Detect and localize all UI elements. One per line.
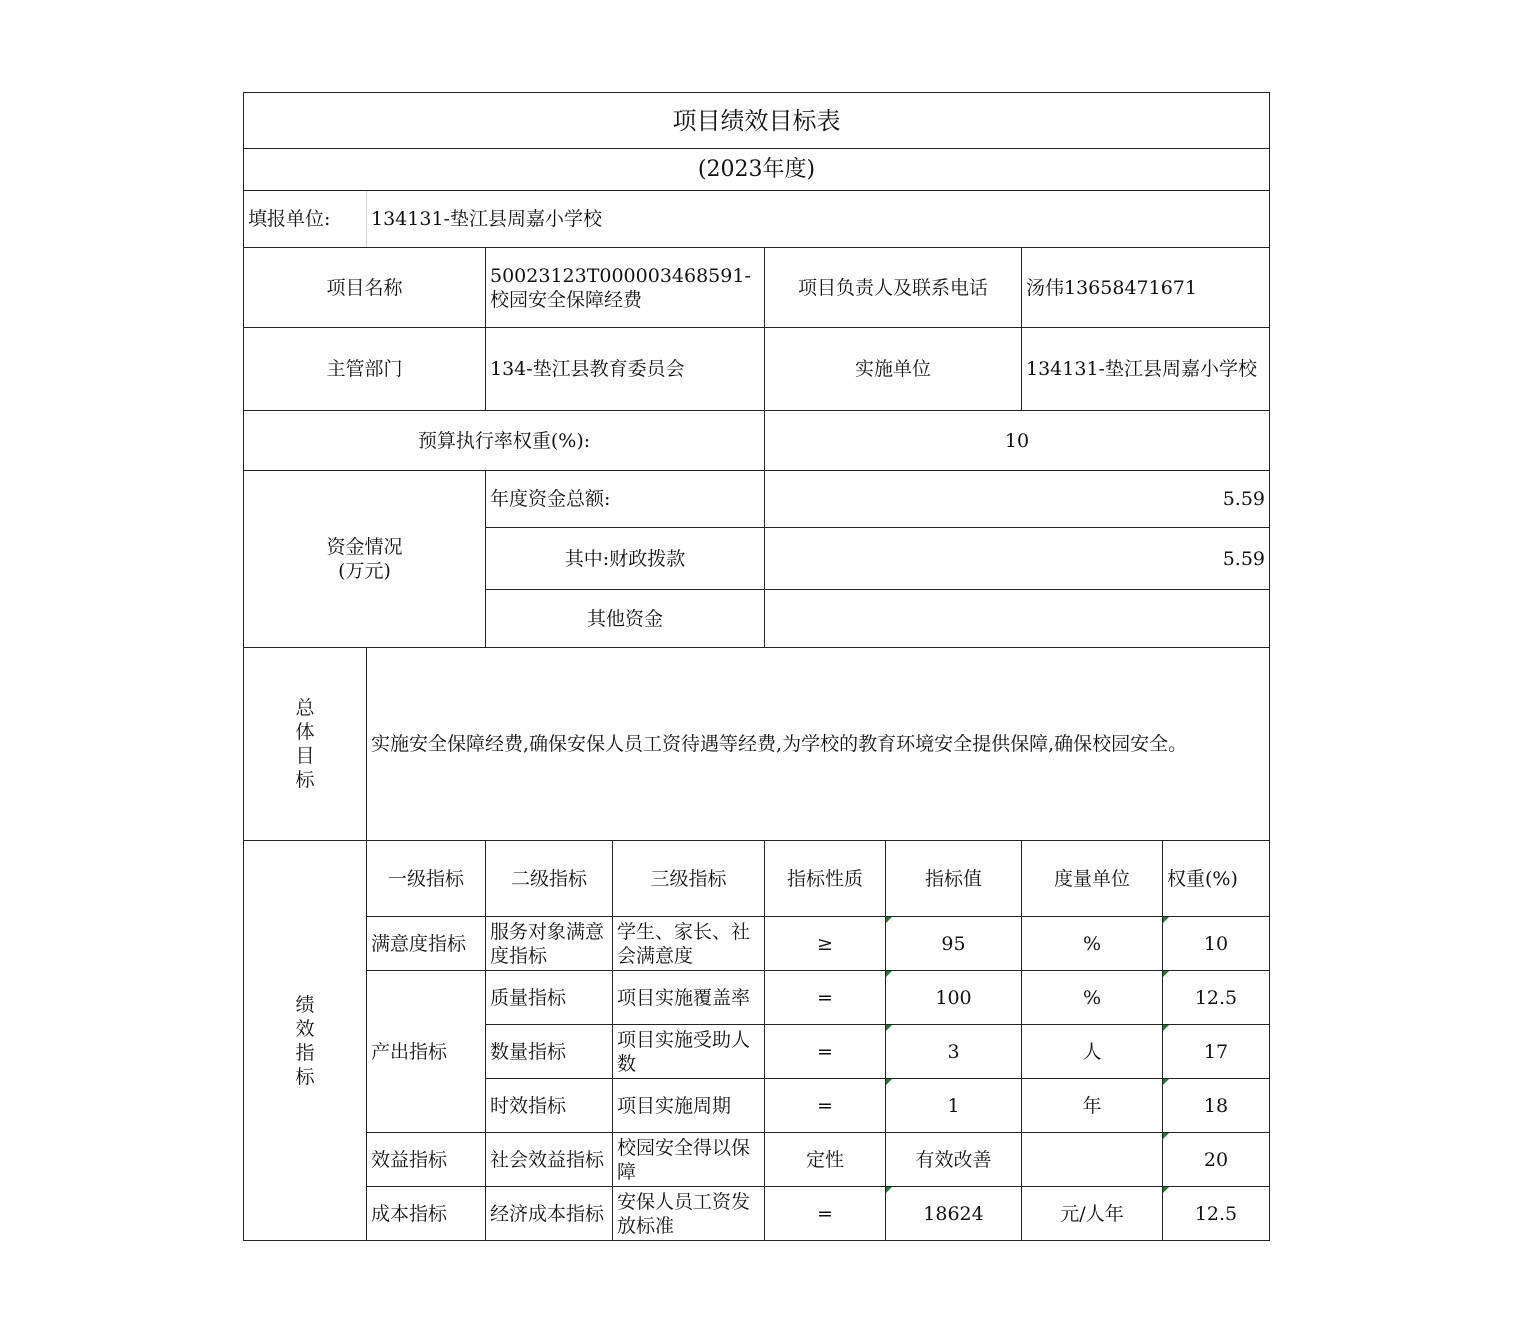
row-level2: 数量指标 bbox=[486, 1025, 613, 1079]
row-nature: = bbox=[765, 1079, 886, 1133]
row-nature: 定性 bbox=[765, 1133, 886, 1187]
funds-total-value: 5.59 bbox=[765, 471, 1270, 528]
row-nature: ≥ bbox=[765, 917, 886, 971]
budget-weight-value: 10 bbox=[765, 411, 1270, 471]
row-level3: 安保人员工资发放标准 bbox=[613, 1187, 765, 1241]
goal-text: 实施安全保障经费,确保安保人员工资待遇等经费,为学校的教育环境安全提供保障,确保校园安全。 bbox=[367, 648, 1270, 841]
row-weight: 12.5 bbox=[1163, 1187, 1270, 1241]
row-weight: 20 bbox=[1163, 1133, 1270, 1187]
performance-form-table bbox=[243, 92, 1270, 1241]
table-row bbox=[244, 1187, 1270, 1241]
row-weight: 10 bbox=[1163, 917, 1270, 971]
goal-label-cell bbox=[244, 648, 367, 841]
row-level1: 满意度指标 bbox=[367, 917, 486, 971]
row-value: 1 bbox=[886, 1079, 1022, 1133]
row-value: 100 bbox=[886, 971, 1022, 1025]
owner-value: 汤伟13658471671 bbox=[1022, 248, 1270, 328]
row-level3: 项目实施覆盖率 bbox=[613, 971, 765, 1025]
table-row bbox=[244, 1133, 1270, 1187]
row-weight: 12.5 bbox=[1163, 971, 1270, 1025]
form-title: 项目绩效目标表 bbox=[244, 93, 1270, 149]
dept-value: 134-垫江县教育委员会 bbox=[486, 328, 765, 411]
funds-unit: (万元) bbox=[338, 560, 391, 582]
unit-label: 填报单位: bbox=[244, 191, 367, 248]
row-level2: 服务对象满意度指标 bbox=[486, 917, 613, 971]
goal-label: 总体目标 bbox=[295, 697, 315, 791]
row-nature: = bbox=[765, 971, 886, 1025]
row-level1: 成本指标 bbox=[367, 1187, 486, 1241]
indicators-label-cell bbox=[244, 841, 367, 1241]
row-level3: 学生、家长、社会满意度 bbox=[613, 917, 765, 971]
funds-fiscal-value: 5.59 bbox=[765, 528, 1270, 590]
unit-value: 134131-垫江县周嘉小学校 bbox=[367, 191, 1270, 248]
row-unit bbox=[1022, 1133, 1163, 1187]
header-weight: 权重(%) bbox=[1163, 841, 1270, 917]
project-name-value: 50023123T000003468591-校园安全保障经费 bbox=[486, 248, 765, 328]
row-weight: 18 bbox=[1163, 1079, 1270, 1133]
row-nature: = bbox=[765, 1025, 886, 1079]
row-level3: 校园安全得以保障 bbox=[613, 1133, 765, 1187]
row-unit: 年 bbox=[1022, 1079, 1163, 1133]
header-value: 指标值 bbox=[886, 841, 1022, 917]
row-level1: 效益指标 bbox=[367, 1133, 486, 1187]
row-unit: % bbox=[1022, 917, 1163, 971]
budget-weight-label: 预算执行率权重(%): bbox=[244, 411, 765, 471]
funds-total-label: 年度资金总额: bbox=[486, 471, 765, 528]
impl-label: 实施单位 bbox=[765, 328, 1022, 411]
header-level2: 二级指标 bbox=[486, 841, 613, 917]
header-level1: 一级指标 bbox=[367, 841, 486, 917]
row-level2: 社会效益指标 bbox=[486, 1133, 613, 1187]
funds-fiscal-label: 其中:财政拨款 bbox=[486, 528, 765, 590]
row-nature: = bbox=[765, 1187, 886, 1241]
header-unit: 度量单位 bbox=[1022, 841, 1163, 917]
funds-other-value bbox=[765, 590, 1270, 648]
owner-label: 项目负责人及联系电话 bbox=[765, 248, 1022, 328]
row-unit: 元/人年 bbox=[1022, 1187, 1163, 1241]
row-value: 95 bbox=[886, 917, 1022, 971]
row-level2: 质量指标 bbox=[486, 971, 613, 1025]
indicators-label: 绩效指标 bbox=[295, 993, 315, 1088]
funds-other-label: 其他资金 bbox=[486, 590, 765, 648]
table-row bbox=[244, 971, 1270, 1025]
row-level3: 项目实施受助人数 bbox=[613, 1025, 765, 1079]
form-year: (2023年度) bbox=[244, 149, 1270, 191]
row-value: 有效改善 bbox=[886, 1133, 1022, 1187]
performance-target-sheet bbox=[243, 92, 1269, 1241]
row-level2: 时效指标 bbox=[486, 1079, 613, 1133]
funds-label: 资金情况 bbox=[326, 536, 403, 558]
row-value: 18624 bbox=[886, 1187, 1022, 1241]
row-value: 3 bbox=[886, 1025, 1022, 1079]
funds-label-cell bbox=[244, 471, 486, 648]
row-weight: 17 bbox=[1163, 1025, 1270, 1079]
header-nature: 指标性质 bbox=[765, 841, 886, 917]
row-level1: 产出指标 bbox=[367, 971, 486, 1133]
row-unit: % bbox=[1022, 971, 1163, 1025]
project-name-label: 项目名称 bbox=[244, 248, 486, 328]
row-unit: 人 bbox=[1022, 1025, 1163, 1079]
row-level3: 项目实施周期 bbox=[613, 1079, 765, 1133]
dept-label: 主管部门 bbox=[244, 328, 486, 411]
header-level3: 三级指标 bbox=[613, 841, 765, 917]
impl-value: 134131-垫江县周嘉小学校 bbox=[1022, 328, 1270, 411]
row-level2: 经济成本指标 bbox=[486, 1187, 613, 1241]
table-row bbox=[244, 917, 1270, 971]
